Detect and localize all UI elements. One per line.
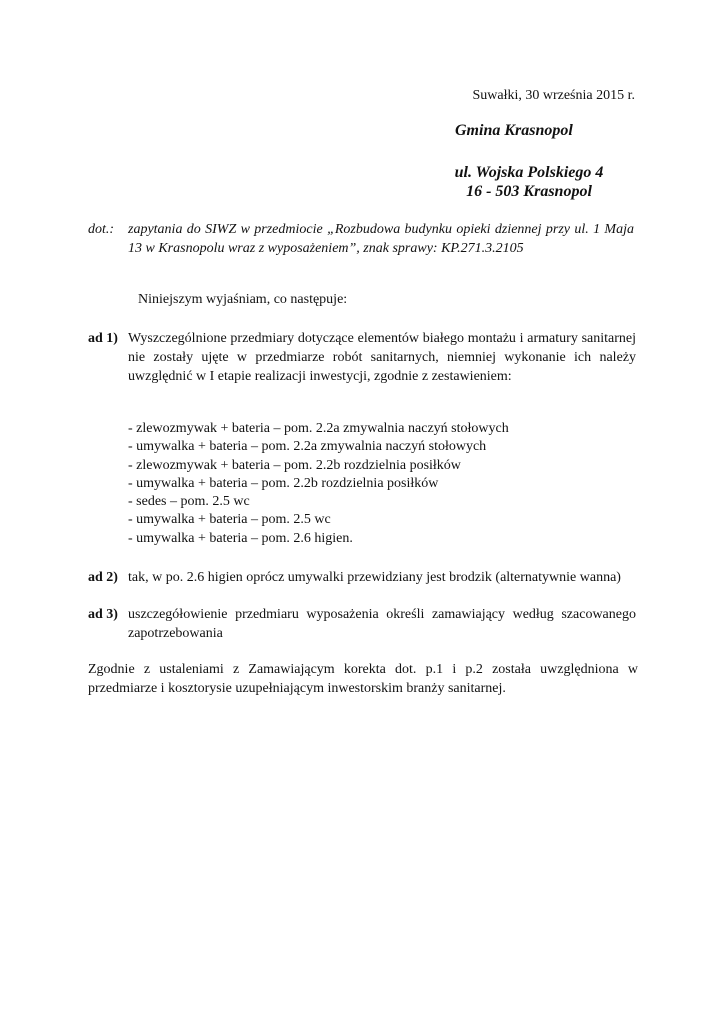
subject-text: zapytania do SIWZ w przedmiocie „Rozbudowa budynku opieki dziennej przy ul. 1 Maja 13 w Krasnopolu wraz z wyposażeniem”, znak sprawy: KP.271.3.2105 xyxy=(128,222,634,256)
list-item: - zlewozmywak + bateria – pom. 2.2a zmywalnia naczyń stołowych xyxy=(128,421,509,436)
fixture-list xyxy=(128,420,509,548)
recipient-name: Gmina Krasnopol xyxy=(455,122,573,139)
recipient-street: ul. Wojska Polskiego 4 xyxy=(454,164,604,181)
list-item: - zlewozmywak + bateria – pom. 2.2b rozdzielnia posiłków xyxy=(128,457,461,473)
answer-3-label: ad 3) xyxy=(88,607,118,622)
subject-label: dot.: xyxy=(88,222,115,237)
list-item: - umywalka + bateria – pom. 2.5 wc xyxy=(128,512,331,528)
answer-2-label: ad 2) xyxy=(88,570,118,585)
answer-3-text: uszczegółowienie przedmiaru wyposażenia określi zamawiający według szacowanego zapotrzebowania xyxy=(128,607,636,641)
recipient-city: 16 - 503 Krasnopol xyxy=(466,183,592,200)
conclusion-text: Zgodnie z ustaleniami z Zamawiającym korekta dot. p.1 i p.2 została uwzględniona w przedmiarze i kosztorysie uzupełniającym inwestorskim branży sanitarnej. xyxy=(88,662,638,696)
list-item: - umywalka + bateria – pom. 2.6 higien. xyxy=(128,530,353,546)
list-item: - sedes – pom. 2.5 wc xyxy=(128,494,250,510)
intro-text: Niniejszym wyjaśniam, co następuje: xyxy=(138,292,348,307)
list-item: - umywalka + bateria – pom. 2.2b rozdzielnia posiłków xyxy=(128,475,439,491)
answer-2-text: tak, w po. 2.6 higien oprócz umywalki przewidziany jest brodzik (alternatywnie wanna) xyxy=(128,570,621,585)
list-item: - umywalka + bateria – pom. 2.2a zmywalnia naczyń stołowych xyxy=(128,439,487,455)
answer-1-label: ad 1) xyxy=(88,331,118,346)
answer-1-text: Wyszczególnione przedmiary dotyczące elementów białego montażu i armatury sanitarnej nie zostały ujęte w przedmiarze robót sanitarnych, niemniej wykonanie ich należy uwzględnić w I etapie realizacji inwestycji, zgodnie z zestawieniem: xyxy=(128,331,636,384)
date-line: Suwałki, 30 września 2015 r. xyxy=(472,88,635,103)
